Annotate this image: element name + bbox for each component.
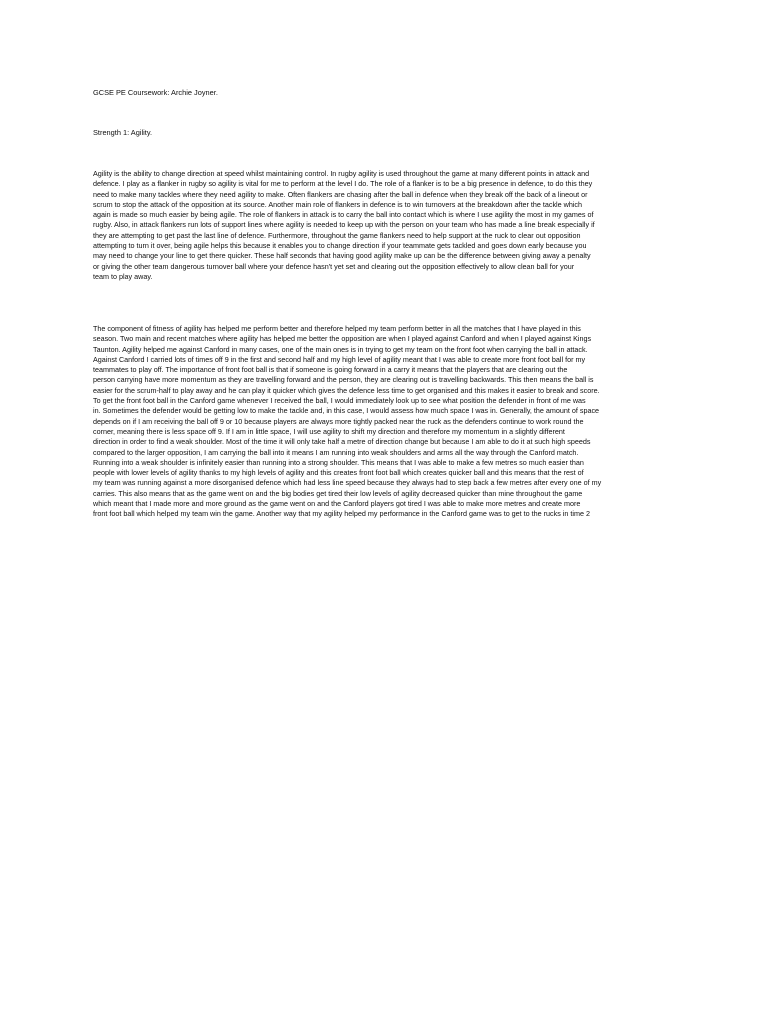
text-line: my team was running against a more disorganised defence which had less line speed because they always had to step back a few metres after every one of my	[93, 478, 602, 488]
text-line: The component of fitness of agility has helped me perform better and therefore helped my team perform better in all the matches that I have played in this	[93, 324, 581, 333]
text-line: season. Two main and recent matches where agility has helped me better the opposition are when I played against Canford and when I played against Kings	[93, 334, 592, 344]
text-line: direction in order to find a weak shoulder. Most of the time it will only take half a metre of direction change but because I am able to do it at such high speeds	[93, 437, 591, 447]
section-heading: Strength 1: Agility.	[93, 128, 153, 137]
paragraph-agility-definition	[93, 169, 683, 282]
text-line: which meant that I made more and more ground as the game went on and the Canford players got tired I was able to make more metres and create more	[93, 499, 581, 509]
text-line: front foot ball which helped my team win the game. Another way that my agility helped my performance in the Canford game was to get to the rucks in time 2	[93, 509, 590, 519]
text-line: person carrying have more momentum as they are travelling forward and the person, they are clearing out is travelling backwards. This then means the ball is	[93, 375, 594, 385]
text-line: Against Canford I carried lots of times off 9 in the first and second half and my high level of agility meant that I was able to create more front foot ball for my	[93, 354, 586, 364]
text-line: easier for the scrum-half to play away and he can play it quicker which gives the defence less time to get organised and this makes it easier to break and score.	[93, 385, 600, 395]
text-line: in. Sometimes the defender would be getting low to make the tackle and, in this case, I would assess how much space I was in. Generally, the amount of space	[93, 406, 600, 416]
text-line: team to play away.	[93, 271, 153, 281]
document-title: GCSE PE Coursework: Archie Joyner.	[93, 88, 218, 97]
text-line: defence. I play as a flanker in rugby so agility is vital for me to perform at the level I do. The role of a flanker is to be a big presence in defence, to do this they	[93, 179, 593, 189]
text-line: depends on if I am receiving the ball off 9 or 10 because players are always more tightly packed near the ruck as the defenders continue to work round the	[93, 416, 584, 426]
text-line: Agility is the ability to change direction at speed whilst maintaining control. In rugby agility is used throughout the game at many different points in attack and	[93, 169, 590, 178]
text-line: they are attempting to get past the last line of defence. Furthermore, throughout the game flankers need to help support at the ruck to clear out opposition	[93, 230, 581, 240]
text-line: need to make many tackles where they need agility to make. Often flankers are chasing after the ball in defence when they break off the back of a lineout or	[93, 189, 588, 199]
text-line: teammates to play off. The importance of front foot ball is that if someone is going forward in a carry it means that the players that are clearing out the	[93, 365, 568, 375]
text-line: attempting to turn it over, being agile helps this because it enables you to change direction if your teammate gets tackled and goes down early because you	[93, 241, 587, 251]
text-line: again is made so much easier by being agile. The role of flankers in attack is to carry the ball into contact which is where I use agility the most in my games of	[93, 210, 594, 220]
text-line: Taunton. Agility helped me against Canford in many cases, one of the main ones is in trying to get my team on the front foot when carrying the ball in attack.	[93, 344, 588, 354]
text-line: To get the front foot ball in the Canford game whenever I received the ball, I would immediately look up to see what position the defender in front of me was	[93, 396, 586, 406]
text-line: Running into a weak shoulder is infinitely easier than running into a strong shoulder. This means that I was able to make a few metres so much easier than	[93, 457, 584, 467]
text-line: rugby. Also, in attack flankers run lots of support lines where agility is needed to keep up with the person on your team who has made a line break especially if	[93, 220, 595, 230]
text-line: or giving the other team dangerous turnover ball where your defence hasn't yet set and clearing out the opposition effectively to allow clean ball for your	[93, 261, 575, 271]
text-line: compared to the larger opposition, I am carrying the ball into it means I am running into weak shoulders and arms all the way through the Canford match.	[93, 447, 579, 457]
text-line: carries. This also means that as the game went on and the big bodies get tired their low levels of agility decreased quicker than mine throughout the game	[93, 488, 583, 498]
text-line: may need to change your line to get there quicker. These half seconds that having good agility make up can be the difference between giving away a penalty	[93, 251, 591, 261]
text-line: corner, meaning there is less space off 9. If I am in little space, I will use agility to shift my direction and therefore my momentum in a slightly different	[93, 426, 565, 436]
text-line: people with lower levels of agility thanks to my high levels of agility and this creates front foot ball which creates quicker ball and this means that the rest of	[93, 468, 584, 478]
paragraph-agility-matches	[93, 324, 683, 520]
text-line: scrum to stop the attack of the opposition at its source. Another main role of flankers in defence is to win turnovers at the breakdown after the tackle which	[93, 199, 583, 209]
